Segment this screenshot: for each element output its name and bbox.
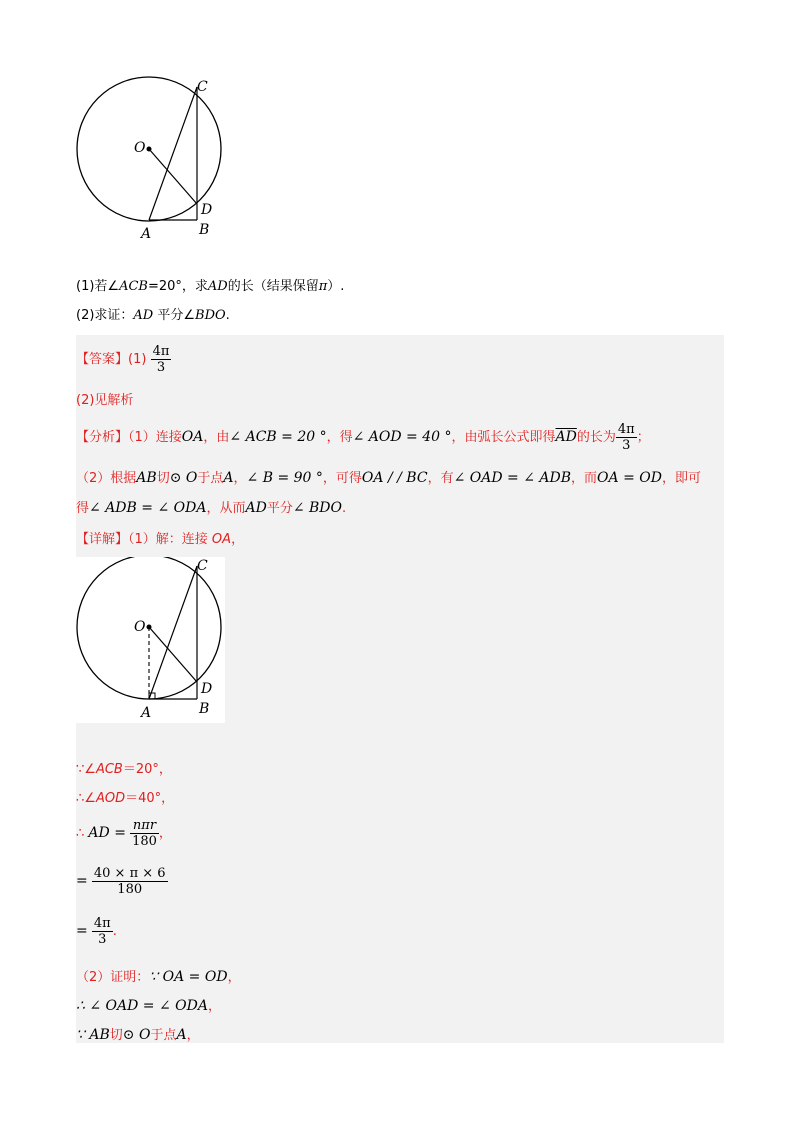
segment-od: [149, 149, 197, 204]
detail-proof-3: ∵ AB切⊙ O于点A，: [76, 1027, 200, 1043]
detail-because-1: ∵∠ACB＝20°，: [76, 762, 172, 777]
analysis-line-3: 得∠ ADB = ∠ ODA，从而AD平分∠ BDO.: [76, 500, 347, 516]
detail-result: = $\frac{4\pi}{3}$ .: [76, 916, 117, 947]
label-o: O: [134, 140, 146, 156]
question-2: (2)求证：AD 平分∠BDO.: [76, 308, 230, 323]
arc-ad: AD: [207, 279, 228, 294]
answer-fraction: $\frac{4\pi}{3}$: [152, 344, 170, 375]
detail-substitute: = $\frac{40 \times \pi \times 6}{180}$: [76, 866, 166, 897]
label-b: B: [199, 222, 210, 238]
label-a: A: [141, 226, 152, 242]
analysis-line-2: （2）根据AB切⊙ O于点A，∠ B = 90 °，可得OA / / BC，有∠ OAD = ∠ ADB，而OA = OD，即可: [76, 470, 701, 486]
analysis-line-1: 【分析】（1）连接OA，由∠ ACB = 20 °，得∠ AOD = 40 °，由弧长公式即得$\overline{AD}$的长为 $\frac{4\pi}{3}$ ；: [76, 422, 650, 453]
detail-therefore-1: ∴∠AOD＝40°，: [76, 791, 175, 806]
geometry-diagram: [70, 72, 230, 242]
svg-text:A: A: [141, 705, 152, 721]
analysis-fraction: $\frac{4\pi}{3}$: [617, 422, 635, 453]
svg-text:D: D: [201, 681, 213, 697]
detail-proof-1: （2）证明：∵ OA = OD，: [76, 969, 241, 985]
figure-circle-2: [76, 557, 225, 723]
svg-text:O: O: [134, 619, 146, 635]
detail-line-1: 【详解】（1）解：连接 OA，: [76, 532, 245, 547]
answer-line-1: 【答案】(1) $\frac{4\pi}{3}$: [76, 344, 170, 375]
point-o: [147, 147, 152, 152]
detail-arc-formula: ∴ AD = $\frac{\text{nπr}}{180}$ ，: [76, 818, 172, 849]
question-1: (1)若∠ACB=20°，求AD的长（结果保留π）.: [76, 279, 345, 294]
label-d: D: [201, 202, 213, 218]
svg-text:C: C: [197, 558, 208, 574]
svg-text:B: B: [199, 701, 210, 717]
arc-ad-analysis: $\overline{AD}$: [555, 429, 577, 445]
geometry-diagram-2: [76, 557, 225, 723]
segment-ac: [149, 87, 197, 220]
figure-circle-1: [70, 72, 230, 242]
detail-proof-2: ∴ ∠ OAD = ∠ ODA，: [76, 998, 221, 1014]
answer-line-2: (2)见解析: [76, 393, 134, 408]
label-c: C: [197, 79, 208, 95]
